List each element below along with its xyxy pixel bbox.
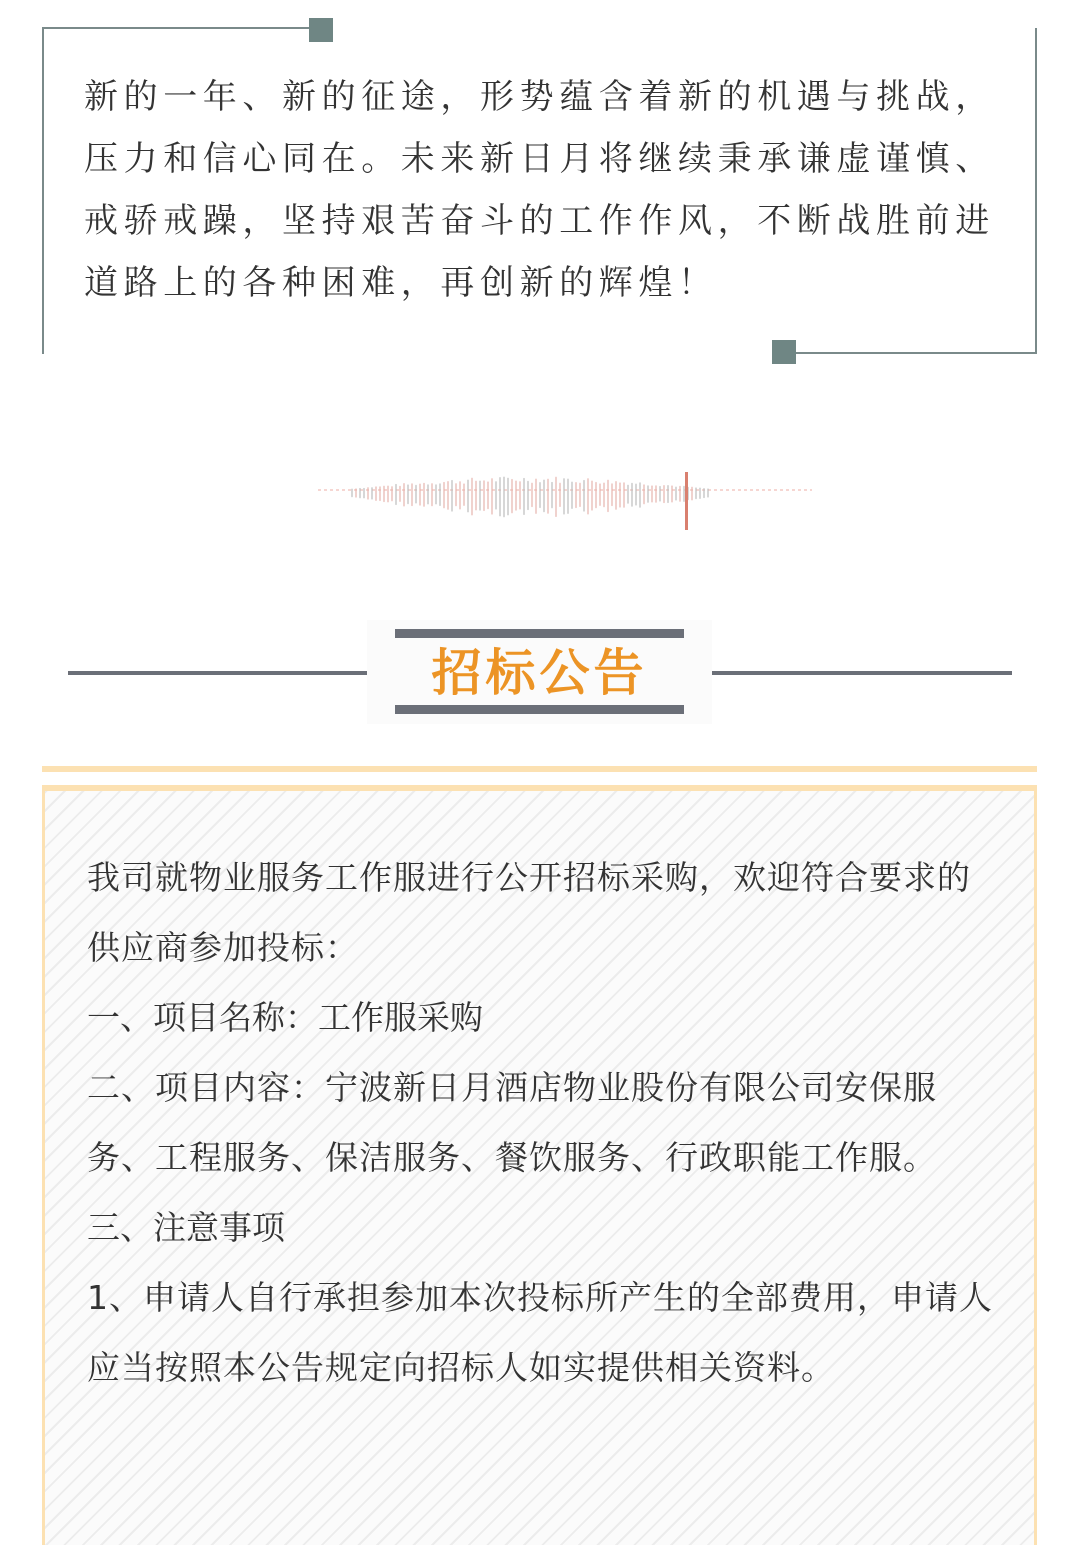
quote-box	[0, 0, 1079, 360]
title-box	[367, 620, 712, 724]
section-heading: 招标公告	[431, 644, 648, 702]
title-bottom-bar	[395, 705, 684, 714]
title-right-line	[710, 671, 1012, 675]
announcement-body	[87, 791, 1001, 1403]
project-name-item: 一、项目名称：工作服采购	[87, 998, 483, 1037]
note-item-1: 1、申请人自行承担参加本次投标所产生的全部费用，申请人应当按照本公告规定向招标人如实提供相关资料。	[87, 1278, 993, 1387]
announcement-panel	[42, 785, 1037, 1545]
project-content-item: 二、项目内容：宁波新日月酒店物业股份有限公司安保服务、工程服务、保洁服务、餐饮服务、行政职能工作服。	[87, 1068, 937, 1177]
title-top-bar	[395, 629, 684, 638]
title-left-line	[68, 671, 370, 675]
frame-bottom-line	[784, 352, 1037, 354]
announcement-intro: 我司就物业服务工作服进行公开招标采购，欢迎符合要求的供应商参加投标：	[87, 858, 971, 967]
panel-top-stripe	[42, 766, 1037, 772]
frame-right-line	[1035, 28, 1037, 354]
section-title	[0, 620, 1079, 730]
quote-text: 新的一年、新的征途，形势蕴含着新的机遇与挑战，压力和信心同在。未来新日月将继续秉承谦虚谨慎、戒骄戒躁，坚持艰苦奋斗的工作作风，不断战胜前进道路上的各种困难，再创新的辉煌！	[84, 77, 995, 303]
waveform-decoration	[300, 460, 830, 540]
frame-top-line	[42, 27, 324, 29]
frame-corner-square-bottom	[772, 340, 796, 364]
frame-corner-square-top	[309, 18, 333, 42]
frame-left-line	[42, 27, 44, 354]
notes-heading: 三、注意事项	[87, 1208, 285, 1247]
